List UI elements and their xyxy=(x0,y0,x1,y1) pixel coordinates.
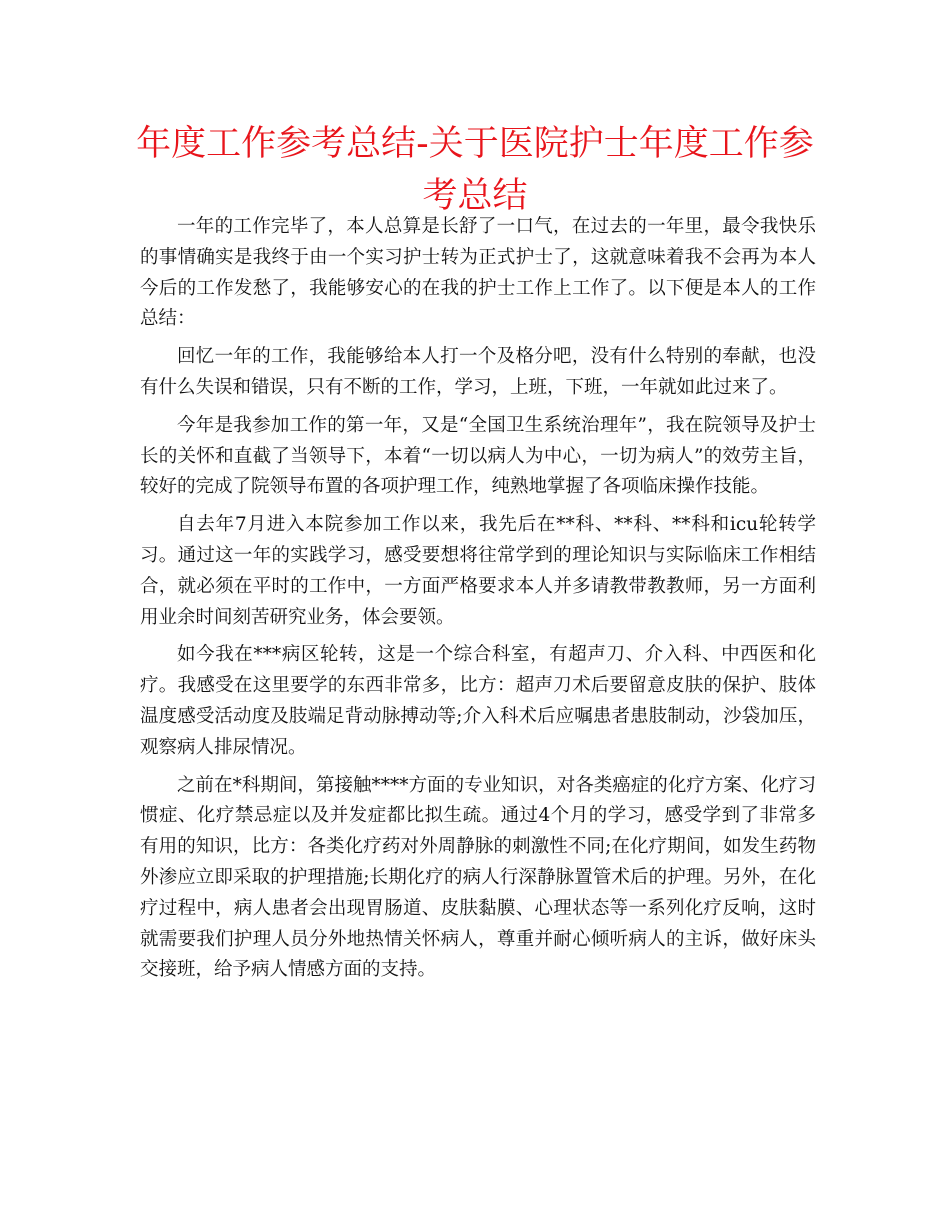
paragraph: 如今我在***病区轮转，这是一个综合科室，有超声刀、介入科、中西医和化疗。我感受在这里要学的东西非常多，比方：超声刀术后要留意皮肤的保护、肢体温度感受活动度及肢端足背动脉搏动等;介入科术后应嘱患者患肢制动，沙袋加压，观察病人排尿情况。 xyxy=(140,644,816,758)
paragraph: 自去年7月进入本院参加工作以来，我先后在**科、**科、**科和icu轮转学习。通过这一年的实践学习，感受要想将往常学到的理论知识与实际临床工作相结合，就必须在平时的工作中，一方面严格要求本人并多请教带教教师，另一方面利用业余时间刻苦研究业务，体会要领。 xyxy=(140,514,816,628)
paragraph: 回忆一年的工作，我能够给本人打一个及格分吧，没有什么特别的奉献，也没有什么失误和错误，只有不断的工作，学习，上班，下班，一年就如此过来了。 xyxy=(140,346,816,398)
document-body xyxy=(140,212,816,993)
document-title: 年度工作参考总结-关于医院护士年度工作参考总结 xyxy=(136,124,814,216)
paragraph: 今年是我参加工作的第一年，又是“全国卫生系统治理年”，我在院领导及护士长的关怀和直截了当领导下，本着“一切以病人为中心，一切为病人”的效劳主旨，较好的完成了院领导布置的各项护理工作，纯熟地掌握了各项临床操作技能。 xyxy=(140,414,816,498)
paragraph: 一年的工作完毕了，本人总算是长舒了一口气，在过去的一年里，最令我快乐的事情确实是我终于由一个实习护士转为正式护士了，这就意味着我不会再为本人今后的工作发愁了，我能够安心的在我的护士工作上工作了。以下便是本人的工作总结： xyxy=(140,216,816,330)
paragraph: 之前在*科期间，第接触****方面的专业知识，对各类癌症的化疗方案、化疗习惯症、化疗禁忌症以及并发症都比拟生疏。通过4个月的学习，感受学到了非常多有用的知识，比方：各类化疗药对外周静脉的刺激性不同;在化疗期间，如发生药物外渗应立即采取的护理措施;长期化疗的病人行深静脉置管术后的护理。另外，在化疗过程中，病人患者会出现胃肠道、皮肤黏膜、心理状态等一系列化疗反响，这时就需要我们护理人员分外地热情关怀病人，尊重并耐心倾听病人的主诉，做好床头交接班，给予病人情感方面的支持。 xyxy=(140,774,816,981)
